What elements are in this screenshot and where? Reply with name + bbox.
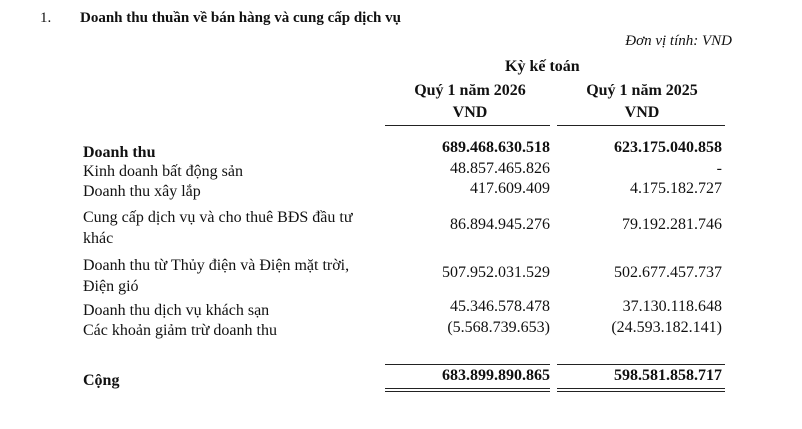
section-number: 1. xyxy=(40,10,52,26)
row-value-hotel-2026: 45.346.578.478 xyxy=(450,298,550,315)
column-2-header-rule xyxy=(557,125,725,126)
row-label-deductions: Các khoản giảm trừ doanh thu xyxy=(83,322,277,339)
row-value-revenue-2026: 689.468.630.518 xyxy=(442,139,550,156)
column-2-period: Quý 1 năm 2025 xyxy=(586,82,698,99)
row-value-services-rental-2026: 86.894.945.276 xyxy=(450,216,550,233)
period-heading: Kỳ kế toán xyxy=(505,58,580,75)
total-value-2026: 683.899.890.865 xyxy=(442,367,550,384)
row-label-services-rental: Cung cấp dịch vụ và cho thuê BĐS đầu tư xyxy=(83,209,353,226)
column-2-total-underline-b xyxy=(557,391,725,392)
column-1-currency: VND xyxy=(452,104,488,121)
row-value-energy-2026: 507.952.031.529 xyxy=(442,264,550,281)
row-label-real-estate: Kinh doanh bất động sản xyxy=(83,163,243,180)
row-value-hotel-2025: 37.130.118.648 xyxy=(622,298,722,315)
column-1-total-underline-b xyxy=(385,391,550,392)
row-label-energy: Doanh thu từ Thủy điện và Điện mặt trời, xyxy=(83,257,350,274)
row-value-real-estate-2026: 48.857.465.826 xyxy=(450,160,550,177)
row-value-deductions-2026: (5.568.739.653) xyxy=(447,319,550,336)
column-2-total-underline-a xyxy=(557,388,725,389)
column-1-period: Quý 1 năm 2026 xyxy=(414,82,526,99)
row-value-services-rental-2025: 79.192.281.746 xyxy=(622,216,722,233)
row-label-hotel: Doanh thu dịch vụ khách sạn xyxy=(83,302,270,319)
total-value-2025: 598.581.858.717 xyxy=(614,367,722,384)
column-2-total-rule xyxy=(557,364,725,365)
unit-note: Đơn vị tính: VND xyxy=(625,33,732,49)
row-value-deductions-2025: (24.593.182.141) xyxy=(611,319,722,336)
column-1-total-rule xyxy=(385,364,550,365)
total-label: Cộng xyxy=(83,372,120,389)
column-1-total-underline-a xyxy=(385,388,550,389)
row-value-construction-2025: 4.175.182.727 xyxy=(630,180,722,197)
row-value-energy-2025: 502.677.457.737 xyxy=(614,264,722,281)
row-label-construction: Doanh thu xây lắp xyxy=(83,183,201,200)
row-label-services-rental-line2: khác xyxy=(83,230,114,247)
row-value-real-estate-2025: - xyxy=(716,160,722,177)
column-1-header-rule xyxy=(385,125,550,126)
row-value-construction-2026: 417.609.409 xyxy=(470,180,550,197)
row-label-energy-line2: Điện gió xyxy=(83,278,139,295)
section-title: Doanh thu thuần về bán hàng và cung cấp dịch vụ xyxy=(80,10,401,26)
row-label-revenue: Doanh thu xyxy=(83,144,156,161)
column-2-currency: VND xyxy=(624,104,660,121)
row-value-revenue-2025: 623.175.040.858 xyxy=(614,139,722,156)
